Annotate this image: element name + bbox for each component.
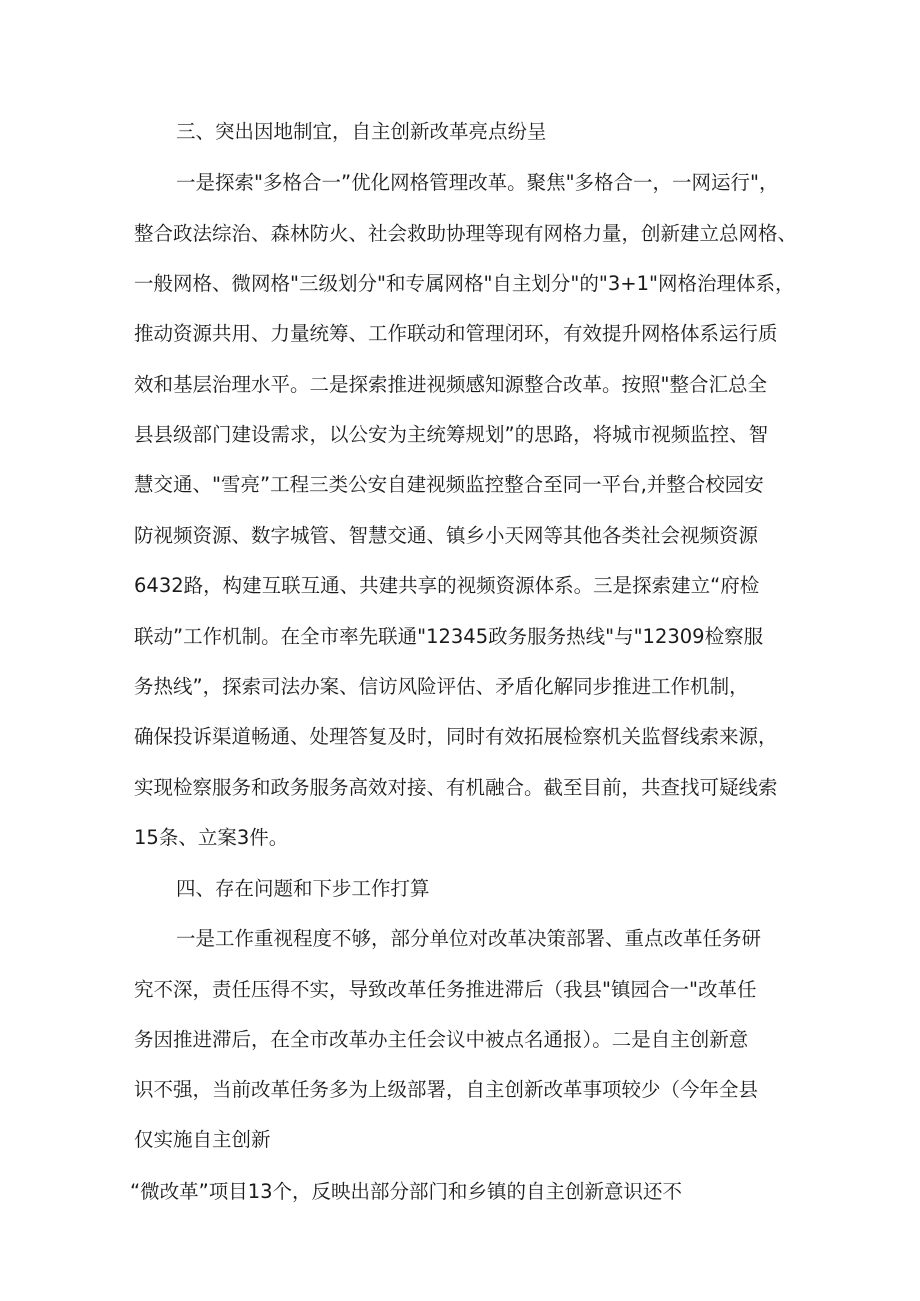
section-3-heading: 三、突出因地制宜，自主创新改革亮点纷呈: [176, 120, 547, 143]
paragraph-line: 仅实施自主创新: [134, 1128, 271, 1151]
paragraph-line: 15条、立案3件。: [134, 826, 289, 849]
paragraph-line: 确保投诉渠道畅通、处理答复及时，同时有效拓展检察机关监督线索来源，: [134, 725, 778, 748]
paragraph-line: 识不强，当前改革任务多为上级部署，自主创新改革事项较少（今年全县: [134, 1078, 759, 1101]
paragraph-line: 一是工作重视程度不够，部分单位对改革决策部署、重点改革任务研: [176, 927, 762, 950]
paragraph-line: 县县级部门建设需求，以公安为主统筹规划”的思路，将城市视频监控、智: [134, 423, 769, 446]
paragraph-line: 整合政法综治、森林防火、社会救助协理等现有网格力量，创新建立总网格、: [134, 222, 798, 245]
paragraph-line: 联动”工作机制。在全市率先联通"12345政务服务热线"与"12309检察服: [134, 625, 764, 648]
paragraph-line: 务因推进滞后，在全市改革办主任会议中被点名通报）。二是自主创新意: [134, 1028, 749, 1051]
paragraph-line: 一是探索"多格合一”优化网格管理改革。聚焦"多格合一，一网运行"，: [176, 171, 779, 194]
paragraph-line: 慧交通、"雪亮”工程三类公安自建视频监控整合至同一平台,并整合校园安: [134, 473, 764, 496]
paragraph-line: 究不深，责任压得不实，导致改革任务推进滞后（我县"镇园合一"改革任: [134, 978, 757, 1001]
paragraph-line: 一般网格、微网格"三级划分"和专属网格"自主划分"的"3+1"网格治理体系，: [134, 272, 795, 295]
section-4-heading: 四、存在问题和下步工作打算: [176, 877, 430, 900]
paragraph-line: 效和基层治理水平。二是探索推进视频感知源整合改革。按照"整合汇总全: [134, 373, 767, 396]
paragraph-line: “微改革”项目13个，反映出部分部门和乡镇的自主创新意识还不: [130, 1180, 683, 1203]
paragraph-line: 实现检察服务和政务服务高效对接、有机融合。截至目前，共查找可疑线索: [134, 776, 778, 799]
paragraph-line: 务热线”，探索司法办案、信访风险评估、矛盾化解同步推进工作机制，: [134, 675, 749, 698]
paragraph-line: 防视频资源、数字城管、智慧交通、镇乡小天网等其他各类社会视频资源: [134, 524, 759, 547]
paragraph-line: 推动资源共用、力量统筹、工作联动和管理闭环，有效提升网格体系运行质: [134, 322, 778, 345]
paragraph-line: 6432路，构建互联互通、共建共享的视频资源体系。三是探索建立“府检: [134, 574, 760, 597]
